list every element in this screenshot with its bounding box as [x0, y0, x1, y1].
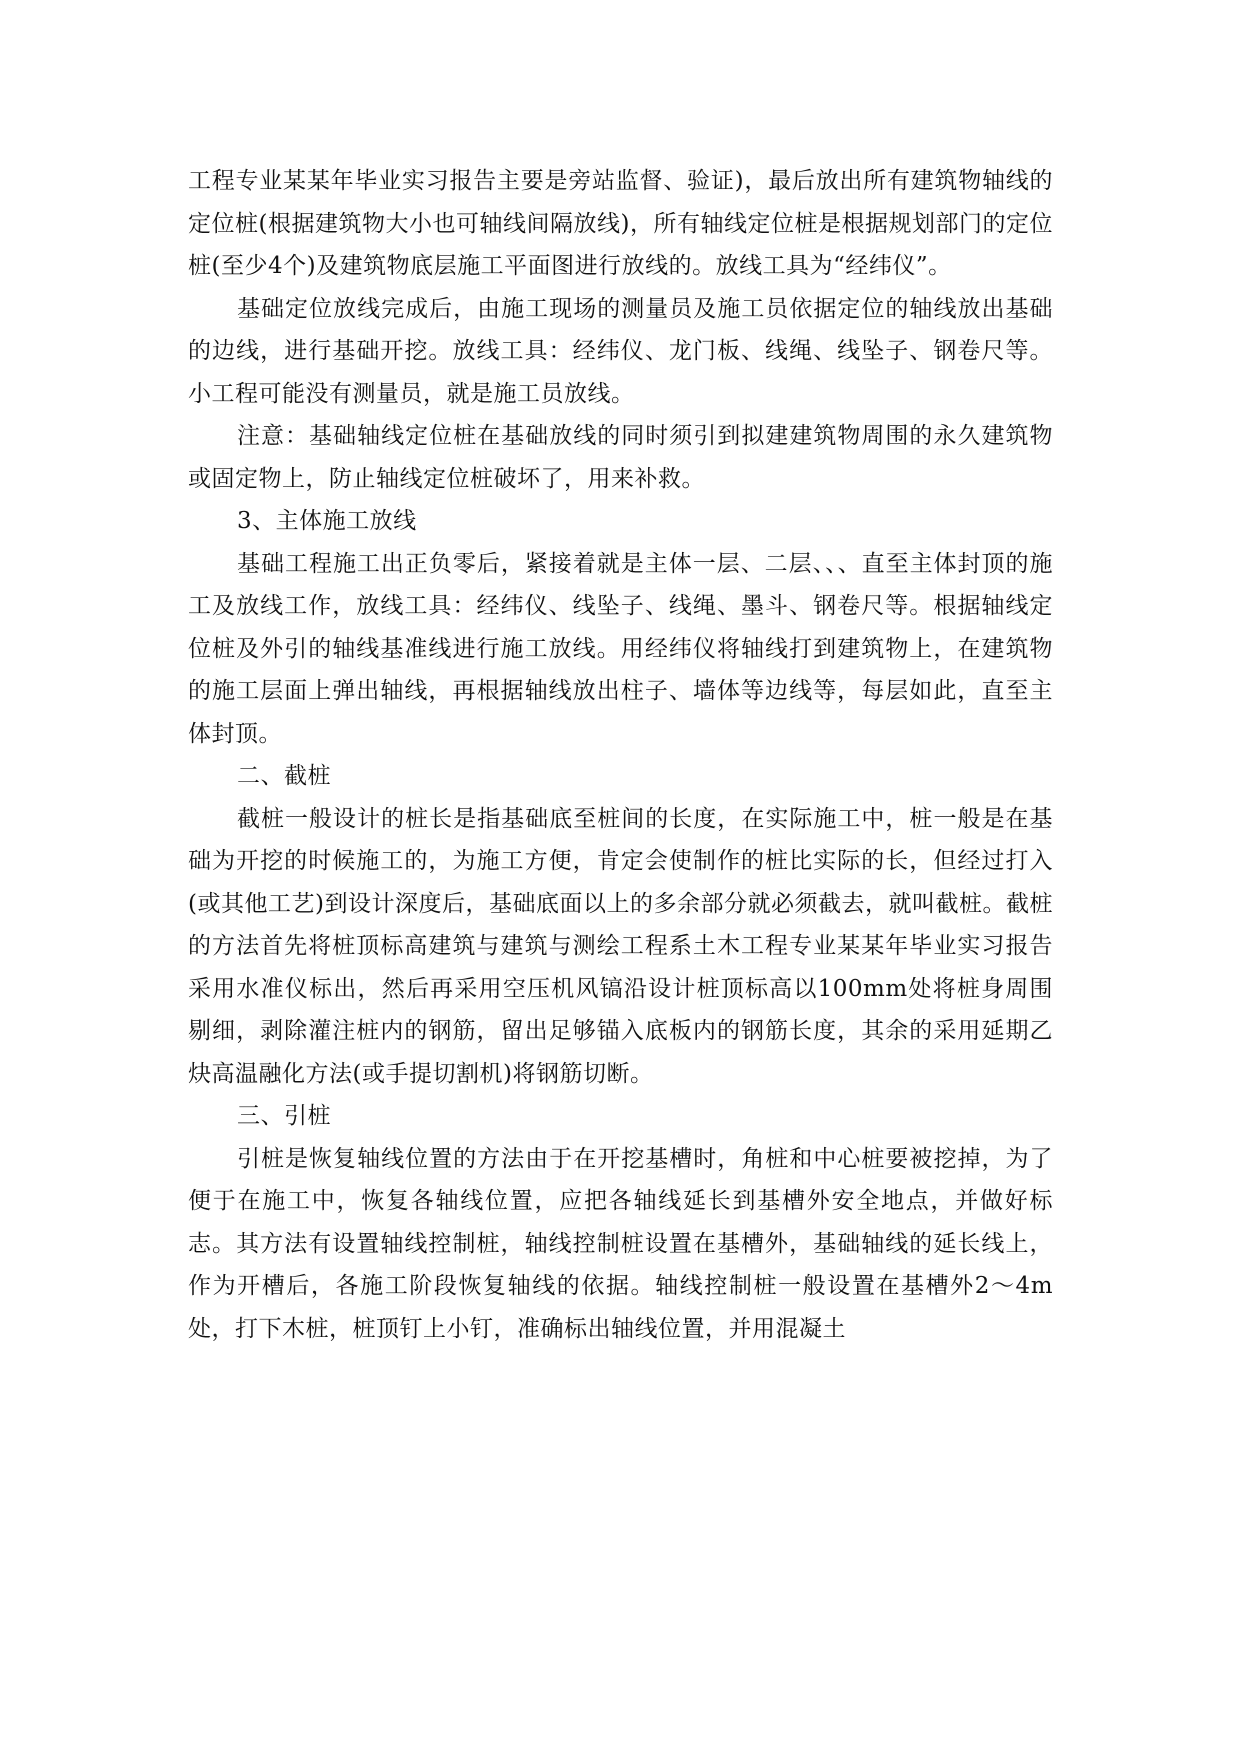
paragraph-4: 基础工程施工出正负零后，紧接着就是主体一层、二层、、、直至主体封顶的施工及放线工作，放线工具：经纬仪、线坠子、线绳、墨斗、钢卷尺等。根据轴线定位桩及外引的轴线基准线进行施工放线。用经纬仪将轴线打到建筑物上，在建筑物的施工层面上弹出轴线，再根据轴线放出柱子、墙体等边线等，每层如此，直至主体封顶。	[188, 550, 1053, 747]
paragraph-6: 引桩是恢复轴线位置的方法由于在开挖基槽时，角桩和中心桩要被挖掉，为了便于在施工中，恢复各轴线位置，应把各轴线延长到基槽外安全地点，并做好标志。其方法有设置轴线控制桩，轴线控制桩设置在基槽外，基础轴线的延长线上，作为开槽后，各施工阶段恢复轴线的依据。轴线控制桩一般设置在基槽外2～4m处，打下木桩，桩顶钉上小钉，准确标出轴线位置，并用混凝土	[188, 1145, 1053, 1342]
paragraph-2: 基础定位放线完成后，由施工现场的测量员及施工员依据定位的轴线放出基础的边线，进行基础开挖。放线工具：经纬仪、龙门板、线绳、线坠子、钢卷尺等。小工程可能没有测量员，就是施工员放线。	[188, 295, 1053, 407]
section-heading-er: 二、截桩	[237, 763, 331, 789]
paragraph-1: 工程专业某某年毕业实习报告主要是旁站监督、验证)，最后放出所有建筑物轴线的定位桩(根据建筑物大小也可轴线间隔放线)，所有轴线定位桩是根据规划部门的定位桩(至少4个)及建筑物底层施工平面图进行放线的。放线工具为“经纬仪”。	[188, 168, 1053, 279]
paragraph-5: 截桩一般设计的桩长是指基础底至桩间的长度，在实际施工中，桩一般是在基础为开挖的时候施工的，为施工方便，肯定会使制作的桩比实际的长，但经过打入(或其他工艺)到设计深度后，基础底面以上的多余部分就必须截去，就叫截桩。截桩的方法首先将桩顶标高建筑与建筑与测绘工程系土木工程专业某某年毕业实习报告采用水准仪标出，然后再采用空压机风镐沿设计桩顶标高以100mm处将桩身周围剔细，剥除灌注桩内的钢筋，留出足够锚入底板内的钢筋长度，其余的采用延期乙炔高温融化方法(或手提切割机)将钢筋切断。	[188, 805, 1053, 1087]
paragraph-3: 注意：基础轴线定位桩在基础放线的同时须引到拟建建筑物周围的永久建筑物或固定物上，防止轴线定位桩破坏了，用来补救。	[188, 423, 1053, 492]
section-heading-san: 三、引桩	[237, 1103, 331, 1129]
section-heading-3: 3、主体施工放线	[237, 508, 417, 534]
document-body	[188, 160, 1053, 1350]
